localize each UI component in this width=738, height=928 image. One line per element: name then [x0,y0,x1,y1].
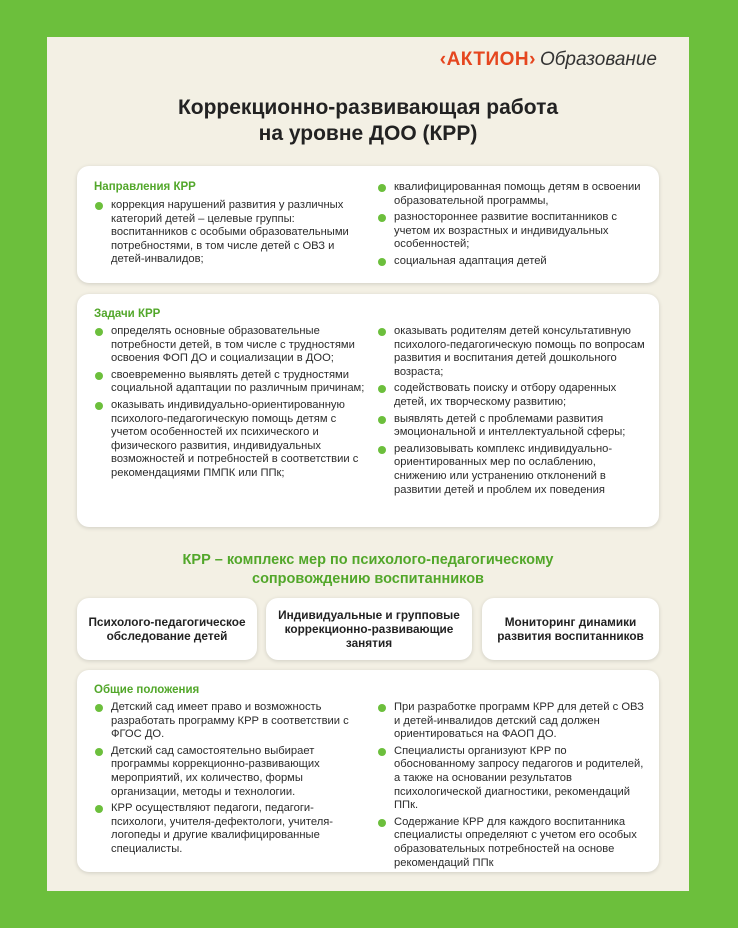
list-item: КРР осуществляют педагоги, педагоги-психологи, учителя-дефектологи, учителя-логопеды и другие квалифицированные специалисты. [94,802,366,856]
list-item: реализовывать комплекс индивидуально-ориентированных мер по ослаблению, снижению или устранению отклонений в развитии детей и проблем их поведения [377,443,649,497]
measure-label: Мониторинг динамики развития воспитанников [497,615,644,643]
measure-card-classes [266,598,472,660]
tasks-heading: Задачи КРР [94,308,161,320]
general-right-list [377,701,649,873]
list-item: своевременно выявлять детей с трудностями социальной адаптации по различным причинам; [94,369,366,396]
list-item: выявлять детей с проблемами развития эмоциональной и интеллектуальной сферы; [377,413,649,440]
list-item: Детский сад самостоятельно выбирает программы коррекционно-развивающих мероприятий, их количество, формы организации, методы и технологии. [94,745,366,799]
aktion-logo [440,49,657,71]
general-left-list [94,701,366,860]
list-item: социальная адаптация детей [377,255,649,269]
list-item: При разработке программ КРР для детей с ОВЗ и детей-инвалидов детский сад должен ориентироваться на ФАОП ДО. [377,701,649,742]
list-item: квалифицированная помощь детям в освоении образовательной программы, [377,181,649,208]
complex-heading [47,551,689,589]
list-item: оказывать индивидуально-ориентированную психолого-педагогическую помощь детям с учетом особенностей их психического и физического развития, индивидуальных возможностей и потребностей в соответствии с рекомендациями ПМПК или ППк; [94,399,366,481]
list-item: содействовать поиску и отбору одаренных детей, их творческому развитию; [377,382,649,409]
complex-heading-line-1: КРР – комплекс мер по психолого-педагогическому [182,552,554,568]
general-card [77,670,659,872]
tasks-left-list [94,325,366,484]
list-item: коррекция нарушений развития у различных категорий детей – целевые группы: воспитанников с особыми образовательными потребностями, в том числе детей с ОВЗ и детей-инвалидов; [94,199,366,267]
general-heading: Общие положения [94,684,200,696]
list-item: Детский сад имеет право и возможность разработать программу КРР в соответствии с ФГОС ДО. [94,701,366,742]
directions-left-list [94,199,366,270]
tasks-right-list [377,325,649,500]
tasks-card [77,294,659,527]
directions-card [77,166,659,283]
infographic-page [47,37,689,891]
list-item: Содержание КРР для каждого воспитанника специалисты определяют с учетом его особых образовательных потребностей на основе рекомендаций ППк [377,816,649,870]
logo-brand: ‹АКТИОН› [439,49,536,70]
complex-heading-line-2: сопровождению воспитанников [252,571,484,587]
list-item: разностороннее развитие воспитанников с учетом их возрастных и индивидуальных особенностей; [377,211,649,252]
logo-subtitle: Образование [539,49,657,70]
measure-label: Психолого-педагогическое обследование детей [88,615,246,643]
measure-card-examination [77,598,257,660]
title-line-2: на уровне ДОО (КРР) [258,122,478,145]
list-item: оказывать родителям детей консультативную психолого-педагогическую помощь по вопросам развития и воспитания детей дошкольного возраста; [377,325,649,379]
measure-card-monitoring [482,598,659,660]
page-title [47,95,689,147]
directions-heading: Направления КРР [94,181,196,193]
measure-label: Индивидуальные и групповые коррекционно-развивающие занятия [278,608,460,650]
list-item: определять основные образовательные потребности детей, в том числе с трудностями освоения ФОП ДО и социализации в ДОО; [94,325,366,366]
title-line-1: Коррекционно-развивающая работа [177,96,559,119]
list-item: Специалисты организуют КРР по обоснованному запросу педагогов и родителей, а также на основании результатов психологической диагностики, рекомендаций ППк. [377,745,649,813]
directions-right-list [377,181,649,272]
